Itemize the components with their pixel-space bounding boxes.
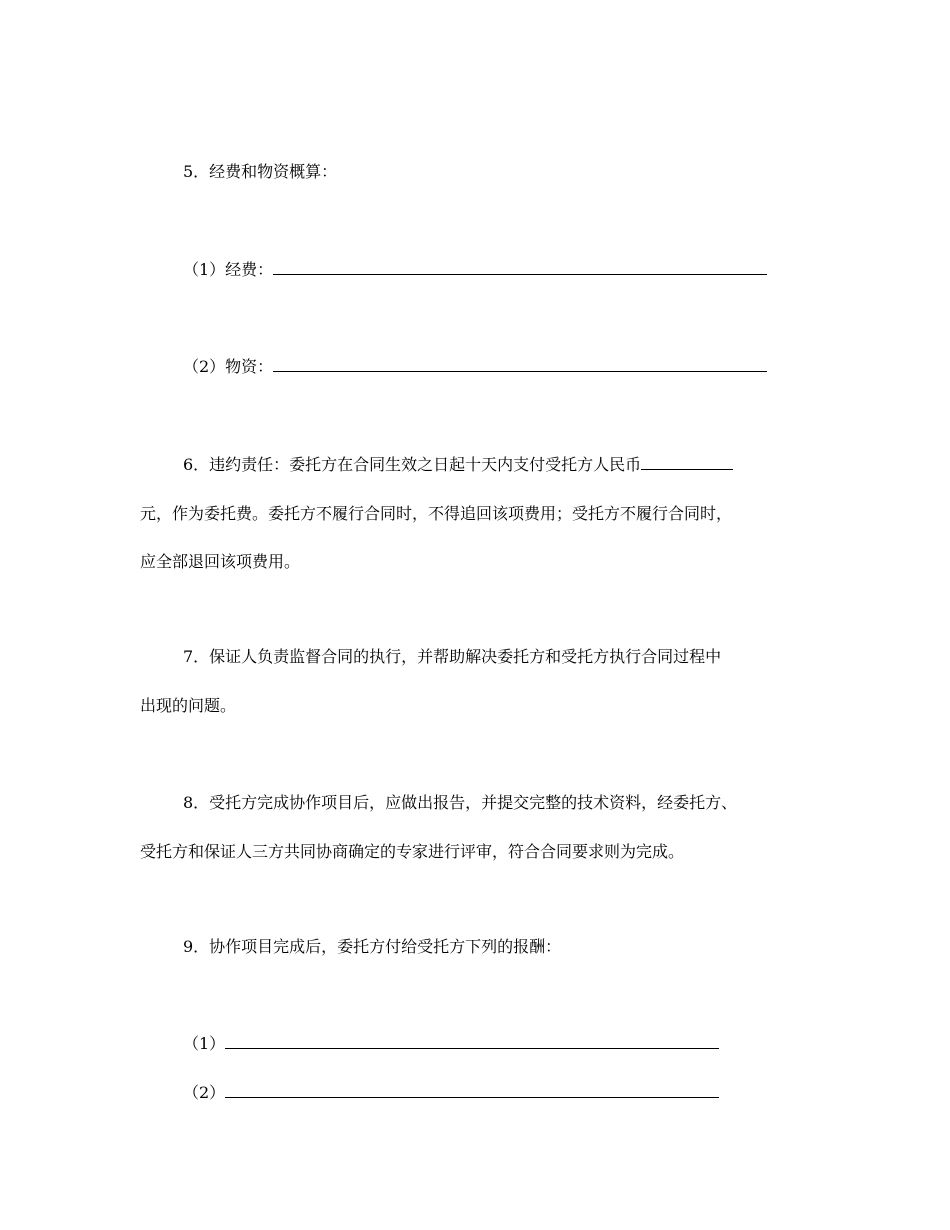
reward-blank-1[interactable] [225, 1034, 719, 1049]
funding-blank[interactable] [273, 260, 767, 275]
reward-label-1: （1） [183, 1034, 226, 1053]
section-6-line-2: 元，作为委托费。委托方不履行合同时，不得追回该项费用；受托方不履行合同时， [140, 504, 733, 523]
commission-fee-blank[interactable] [641, 455, 733, 470]
section-5-heading: 5．经费和物资概算： [183, 162, 338, 181]
materials-blank[interactable] [273, 357, 767, 372]
funding-line [183, 260, 767, 280]
section-6-text-1: 6．违约责任：委托方在合同生效之日起十天内支付受托方人民币 [183, 455, 642, 474]
section-6-line-1 [183, 455, 733, 475]
funding-label: （1）经费： [183, 260, 274, 279]
materials-line [183, 357, 767, 377]
reward-blank-2[interactable] [225, 1083, 719, 1098]
section-7-line-2: 出现的问题。 [140, 696, 237, 715]
section-6-line-3: 应全部退回该项费用。 [140, 552, 301, 571]
materials-label: （2）物资： [183, 357, 274, 376]
reward-line-1 [183, 1034, 719, 1054]
reward-line-2 [183, 1083, 719, 1103]
section-8-line-1: 8．受托方完成协作项目后，应做出报告，并提交完整的技术资料，经委托方、 [183, 793, 738, 812]
section-9-heading: 9．协作项目完成后，委托方付给受托方下列的报酬： [183, 937, 562, 956]
section-8-line-2: 受托方和保证人三方共同协商确定的专家进行评审，符合合同要求则为完成。 [140, 842, 685, 861]
reward-label-2: （2） [183, 1083, 226, 1102]
section-7-line-1: 7．保证人负责监督合同的执行，并帮助解决委托方和受托方执行合同过程中 [183, 647, 722, 666]
